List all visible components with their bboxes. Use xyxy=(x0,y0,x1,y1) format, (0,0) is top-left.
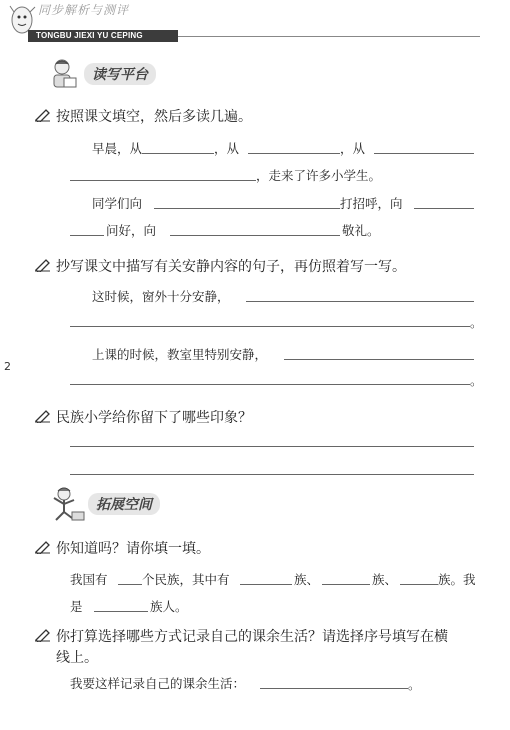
q4-blank-count[interactable] xyxy=(118,584,142,585)
q4-prompt: 你知道吗？请你填一填。 xyxy=(56,541,210,557)
q4-zu-1: 族、 xyxy=(294,572,320,587)
q5-answer-label: 我要这样记录自己的课余生活： xyxy=(70,676,246,691)
header-pinyin-bar: TONGBU JIEXI YU CEPING xyxy=(28,30,178,42)
q2-sentence1: 这时候，窗外十分安静， xyxy=(92,289,230,304)
q5-period: 。 xyxy=(408,677,421,692)
q4-zu-2: 族、 xyxy=(372,572,398,587)
q2-blank-4[interactable] xyxy=(70,384,470,385)
q1-line4-a: 问好，向 xyxy=(106,223,157,238)
q3-blank-2[interactable] xyxy=(70,474,474,475)
jumping-kid-icon xyxy=(46,484,86,524)
q2-sentence2: 上课的时候，教室里特别安静， xyxy=(92,347,268,362)
q2-prompt: 抄写课文中描写有关安静内容的句子，再仿照着写一写。 xyxy=(56,259,406,275)
q1-line1-b: ，从 xyxy=(214,141,240,156)
q3-blank-1[interactable] xyxy=(70,446,474,447)
q5-prompt-line2: 线上。 xyxy=(56,650,98,666)
q4-blank-ethnic-2[interactable] xyxy=(322,584,370,585)
q1-line4-b: 敬礼。 xyxy=(342,223,380,238)
q4-blank-ethnic-1[interactable] xyxy=(240,584,292,585)
header-rule xyxy=(178,36,480,37)
q2-blank-1[interactable] xyxy=(246,301,474,302)
header-title: 同步解析与测评 xyxy=(38,3,130,17)
page-number: 2 xyxy=(4,360,11,373)
q1-blank-5[interactable] xyxy=(154,208,340,209)
pencil-icon xyxy=(34,409,52,423)
q1-line1-c: ，从 xyxy=(340,141,366,156)
section-title-read-write: 读写平台 xyxy=(84,63,156,85)
q1-line1-a: 早晨，从 xyxy=(92,141,143,156)
q4-line2-b: 族人。 xyxy=(150,599,188,614)
reading-kid-icon xyxy=(46,56,80,90)
q1-blank-7[interactable] xyxy=(70,235,104,236)
q2-blank-2[interactable] xyxy=(70,326,470,327)
q1-blank-6[interactable] xyxy=(414,208,474,209)
pencil-icon xyxy=(34,258,52,272)
q2-blank-3[interactable] xyxy=(284,359,474,360)
q1-line3-b: 打招呼，向 xyxy=(340,196,403,211)
q1-line3-a: 同学们向 xyxy=(92,196,143,211)
q4-line1-a: 我国有 xyxy=(70,572,108,587)
q3-prompt: 民族小学给你留下了哪些印象？ xyxy=(56,410,252,426)
q4-blank-ethnic-3[interactable] xyxy=(400,584,438,585)
q2-period-1: 。 xyxy=(470,315,483,330)
pencil-icon xyxy=(34,540,52,554)
q1-prompt: 按照课文填空，然后多读几遍。 xyxy=(56,109,252,125)
q5-answer-blank[interactable] xyxy=(260,688,408,689)
q1-blank-2[interactable] xyxy=(248,153,340,154)
q5-prompt-line1: 你打算选择哪些方式记录自己的课余生活？请选择序号填写在横 xyxy=(56,629,448,645)
q1-blank-8[interactable] xyxy=(170,235,340,236)
q4-line2-a: 是 xyxy=(70,599,83,614)
q4-blank-own-ethnic[interactable] xyxy=(94,611,148,612)
pencil-icon xyxy=(34,108,52,122)
pencil-icon xyxy=(34,628,52,642)
q4-zu-end: 族。我 xyxy=(438,572,476,587)
section-title-extension: 拓展空间 xyxy=(88,493,160,515)
q1-blank-4[interactable] xyxy=(70,180,256,181)
q4-line1-b: 个民族，其中有 xyxy=(142,572,230,587)
q2-period-2: 。 xyxy=(470,373,483,388)
q1-line2: ，走来了许多小学生。 xyxy=(256,168,382,183)
q1-blank-1[interactable] xyxy=(142,153,214,154)
q1-blank-3[interactable] xyxy=(374,153,474,154)
